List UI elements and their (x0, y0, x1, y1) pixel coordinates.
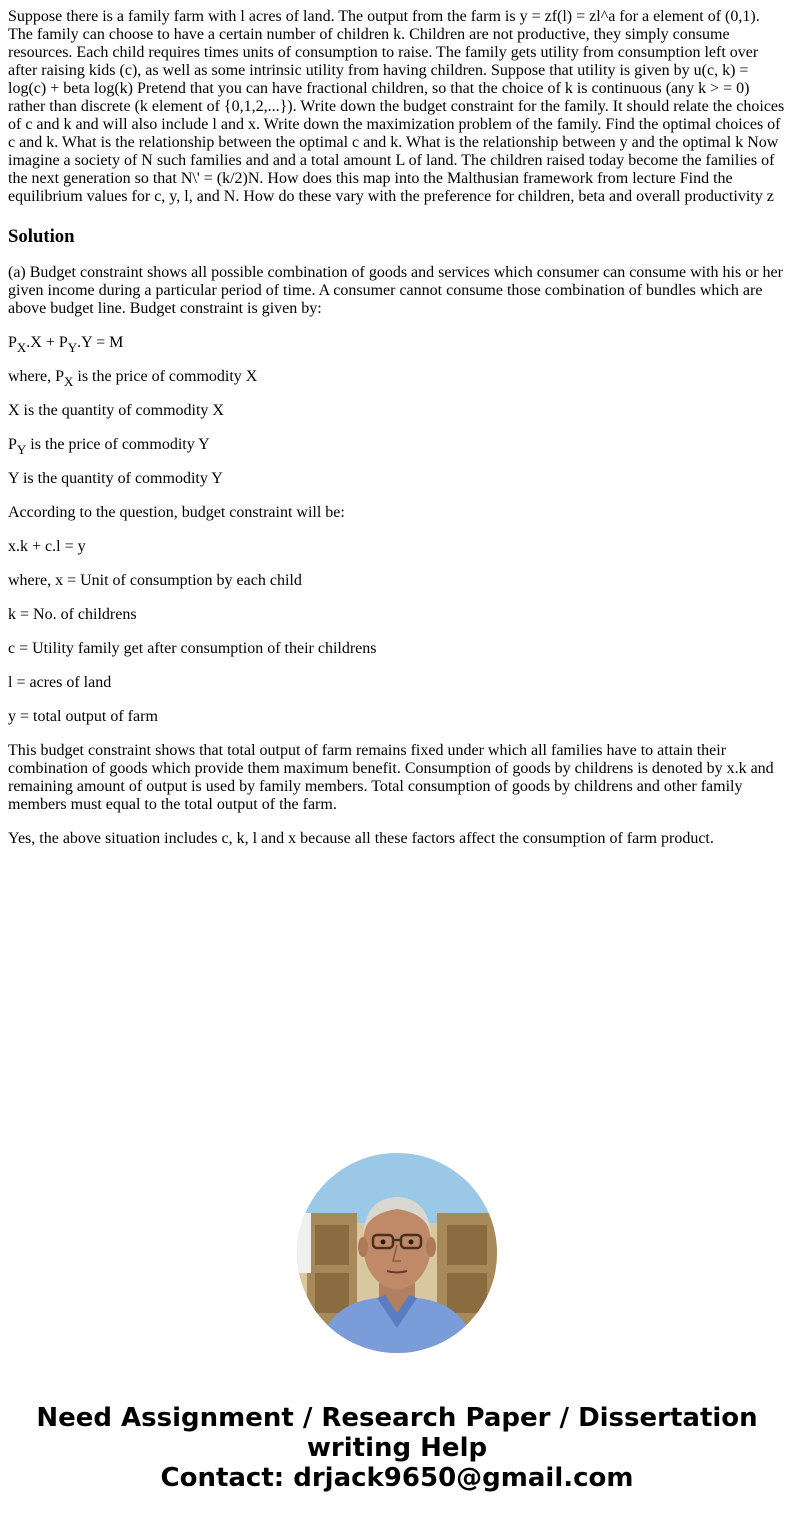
tutor-photo (297, 1153, 497, 1353)
budget-equation-general: $P_X.X + P_Y.Y = M$ (8, 334, 124, 355)
intro-paragraph: (a) Budget constraint shows all possible combination of goods and services which consumer can consume with his or her given income during a particular period of time. A consumer cannot consume those combination of bundles which are above budget line. Budget constraint is given by: (8, 264, 783, 317)
budget-equation-family: x.k + c.l = y (8, 538, 86, 555)
variable-l: l = acres of land (8, 674, 112, 691)
footer-line-2: writing Help (306, 1433, 488, 1463)
definition-py: $P_Y$ is the price of commodity Y (8, 436, 210, 457)
footer-banner (0, 1403, 794, 1493)
definition-x: X is the quantity of commodity X (8, 402, 224, 419)
explanation-paragraph: This budget constraint shows that total output of farm remains fixed under which all families have to attain their combination of goods which provide them maximum benefit. Consumption of goods by childrens is denoted by x.k and remaining amount of output is used by family members. Total consumption of goods by childrens and other family members must equal to the total output of the farm. (8, 742, 774, 813)
variable-k: k = No. of childrens (8, 606, 137, 623)
variable-y: y = total output of farm (8, 708, 158, 725)
variable-c: c = Utility family get after consumption of their childrens (8, 640, 377, 657)
document-body (8, 8, 786, 864)
variable-x: where, x = Unit of consumption by each child (8, 572, 302, 589)
footer-contact: Contact: drjack9650@gmail.com (160, 1463, 634, 1493)
according-text: According to the question, budget constraint will be: (8, 504, 345, 521)
solution-heading: Solution (8, 226, 75, 247)
conclusion-paragraph: Yes, the above situation includes c, k, l and x because all these factors affect the consumption of farm product. (8, 830, 714, 847)
definition-px: where, $P_X$ is the price of commodity X (8, 368, 258, 389)
definition-y: Y is the quantity of commodity Y (8, 470, 223, 487)
tutor-photo-illustration (297, 1153, 497, 1353)
question-text: Suppose there is a family farm with l acres of land. The output from the farm is y = zf(l) = zl^a for a element of (0,1). The family can choose to have a certain number of children k. Children are not productive, they simply consume resources. Each child requires times units of consumption to raise. The family gets utility from consumption left over after raising kids (c), as well as some intrinsic utility from having children. Suppose that utility is given by u(c, k) = log(c) + beta log(k) Pretend that you can have fractional children, so that the choice of k is continuous (any k > = 0) rather than discrete (k element of {0,1,2,...}). Write down the budget constraint for the family. It should relate the choices of c and k and will also include l and x. Write down the maximization problem of the family. Find the optimal choices of c and k. What is the relationship between the optimal c and k. What is the relationship between y and the optimal k Now imagine a society of N such families and and a total amount L of land. The children raised today become the families of the next generation so that N\' = (k/2)N. How does this map into the Malthusian framework from lecture Find the equilibrium values for c, y, l, and N. How do these vary with the preference for children, beta and overall productivity z (8, 8, 785, 205)
footer-line-1: Need Assignment / Research Paper / Dissertation (36, 1403, 758, 1433)
